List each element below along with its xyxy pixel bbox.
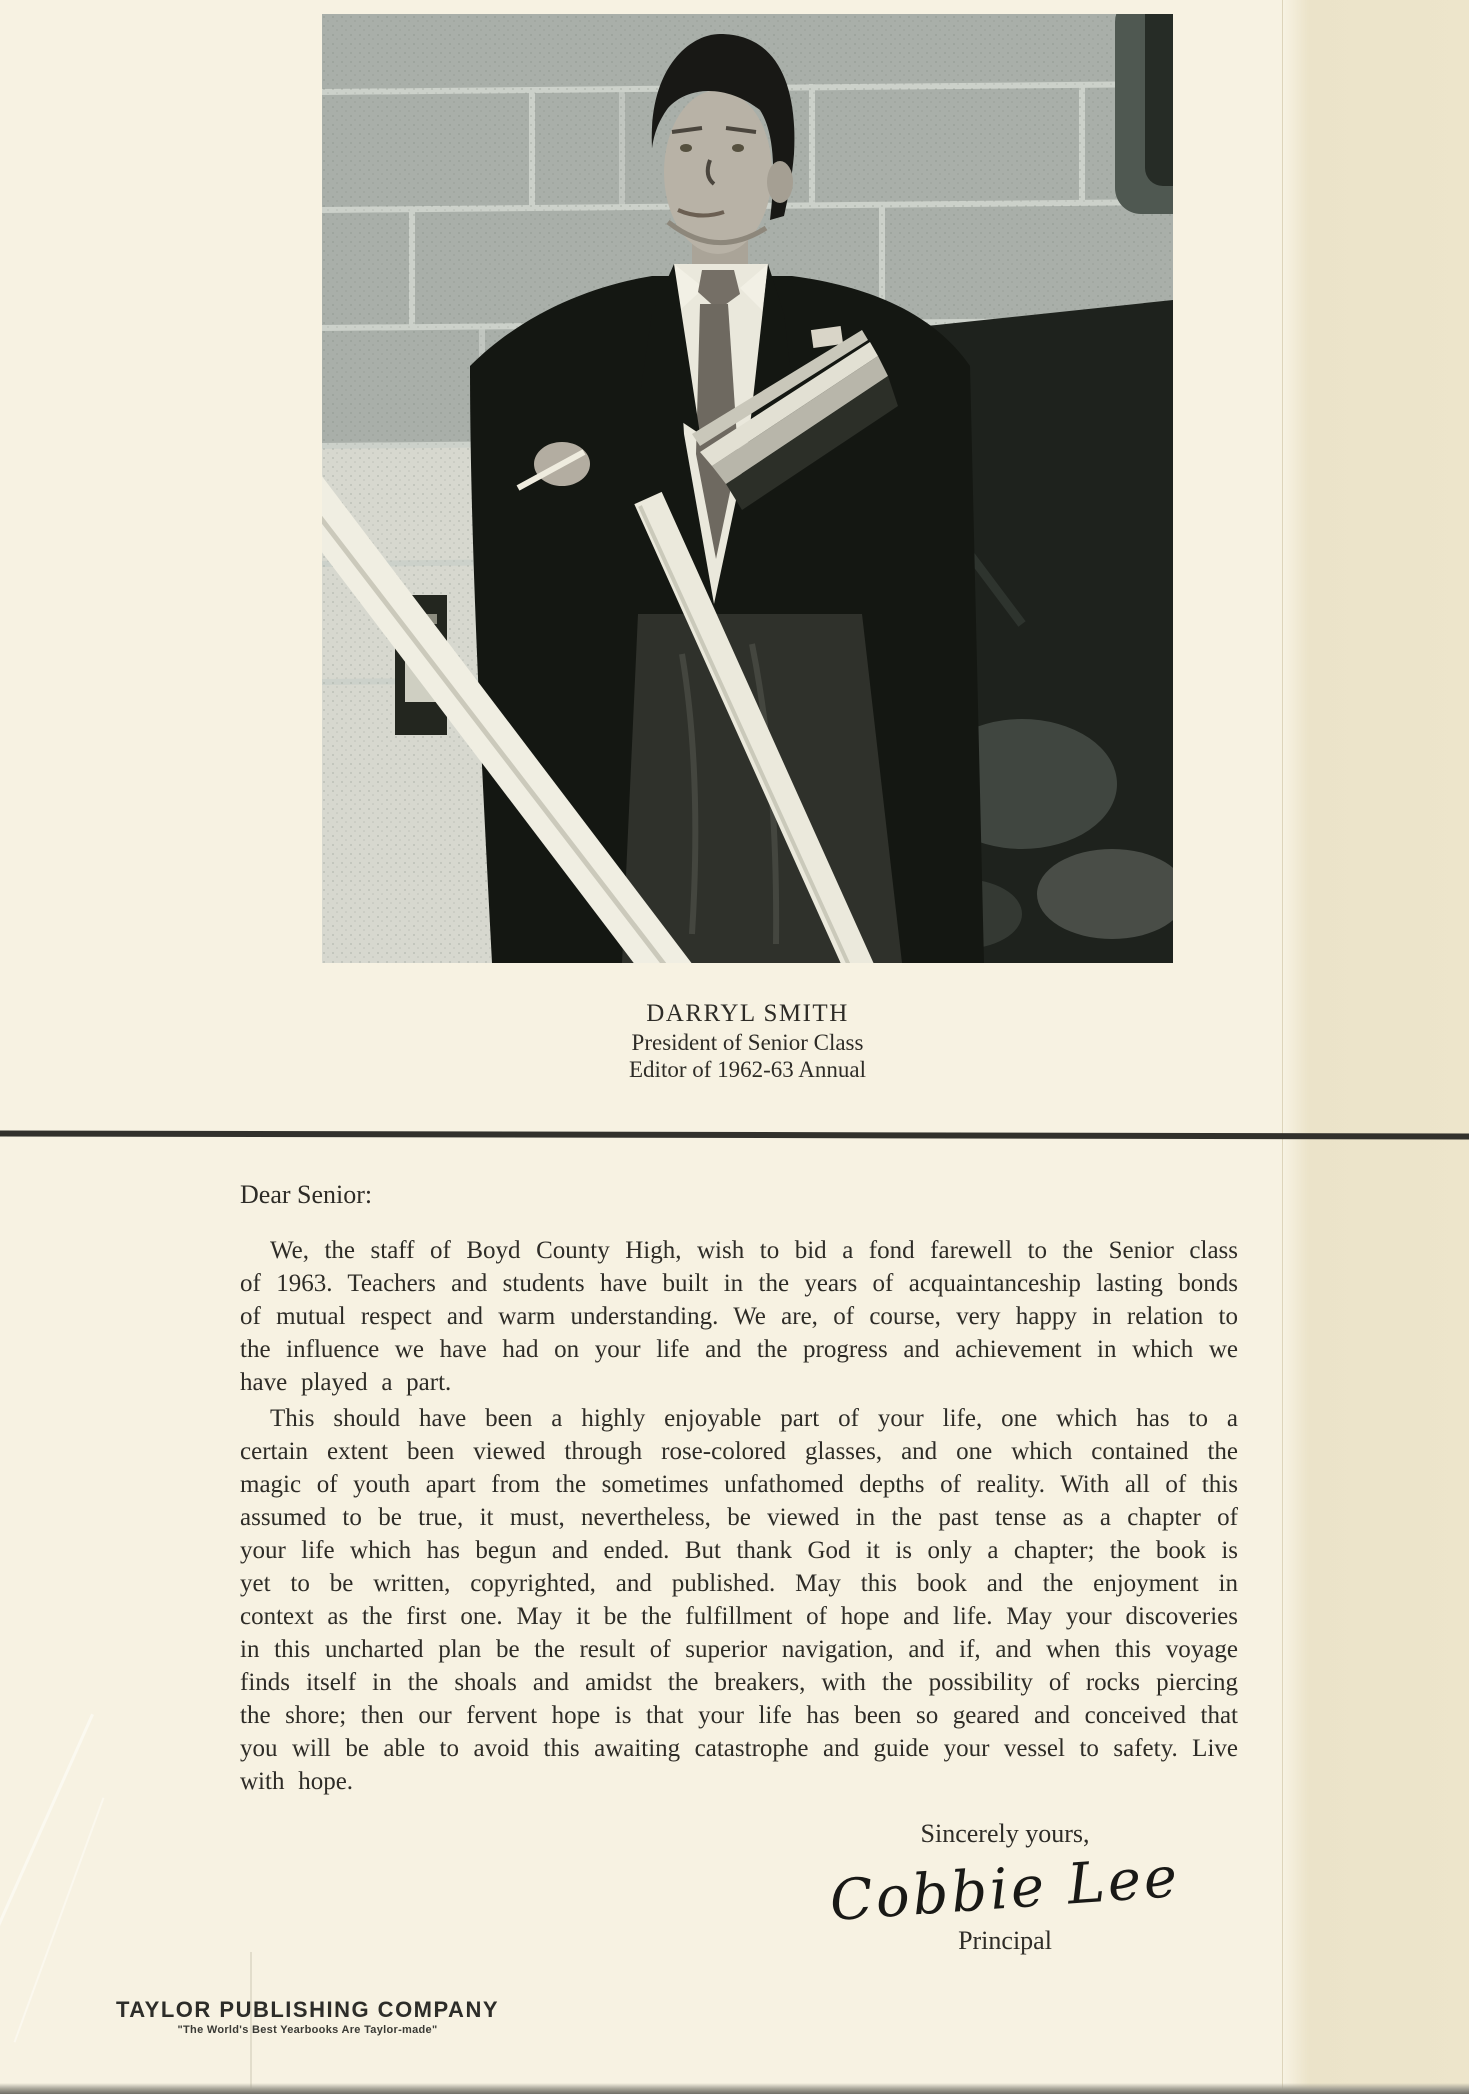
principal-signature: Cobbie Lee [827,1844,1183,1935]
caption-role-president: President of Senior Class [631,1030,864,1055]
letter-paragraph-2: This should have been a highly enjoyable part of your life, one which has to a certain extent been viewed through rose-colored glasses, and one which contained the magic of youth apart from the sometimes unfathomed depths of reality. With all of this assumed to be true, it must, nevertheless, be viewed in the past tense as a chapter of your life which has begun and ended. But thank God it is only a chapter; the book is yet to be written, copyrighted, and published. May this book and the enjoyment in context as the first one. May it be the fulfillment of hope and life. May your discoveries in this uncharted plan be the result of superior navigation, and if, and when this voyage finds itself in the shoals and amidst the breakers, with the possibility of rocks piercing the shore; then our fervent hope is that your life has been so geared and conceived that you will be able to avoid this awaiting catastrophe and guide your vessel to safety. Live with hope. [240,1405,1238,1795]
letter-paragraph-1: We, the staff of Boyd County High, wish to bid a fond farewell to the Senior class of 1963. Teachers and students have built in the years of acquaintanceship lasting bonds of mutual respect and warm understanding. We are, of course, very happy in relation to the influence we have had on your life and the progress and achievement in which we have played a part. [240,1237,1238,1396]
portrait-photo-illustration [322,14,1173,963]
signer-title: Principal [958,1926,1052,1955]
section-divider-rule [0,1130,1469,1139]
caption-name: DARRYL SMITH [646,1000,849,1027]
principal-letter [240,1180,1238,1798]
publisher-tagline: "The World's Best Yearbooks Are Taylor-made" [177,2024,438,2036]
caption-role-editor: Editor of 1962-63 Annual [629,1057,866,1082]
publisher-name: TAYLOR PUBLISHING COMPANY [116,1997,500,2022]
closing-phrase: Sincerely yours, [920,1819,1090,1848]
letter-salutation: Dear Senior: [240,1180,373,1209]
photo-caption [322,999,1173,1083]
portrait-photo [322,14,1173,963]
scan-streak [14,1797,105,2042]
publisher-imprint [116,1997,499,2036]
scan-bottom-edge [0,2083,1469,2094]
page-edge-shading [1282,0,1469,2094]
letter-closing-block [810,1818,1200,1956]
